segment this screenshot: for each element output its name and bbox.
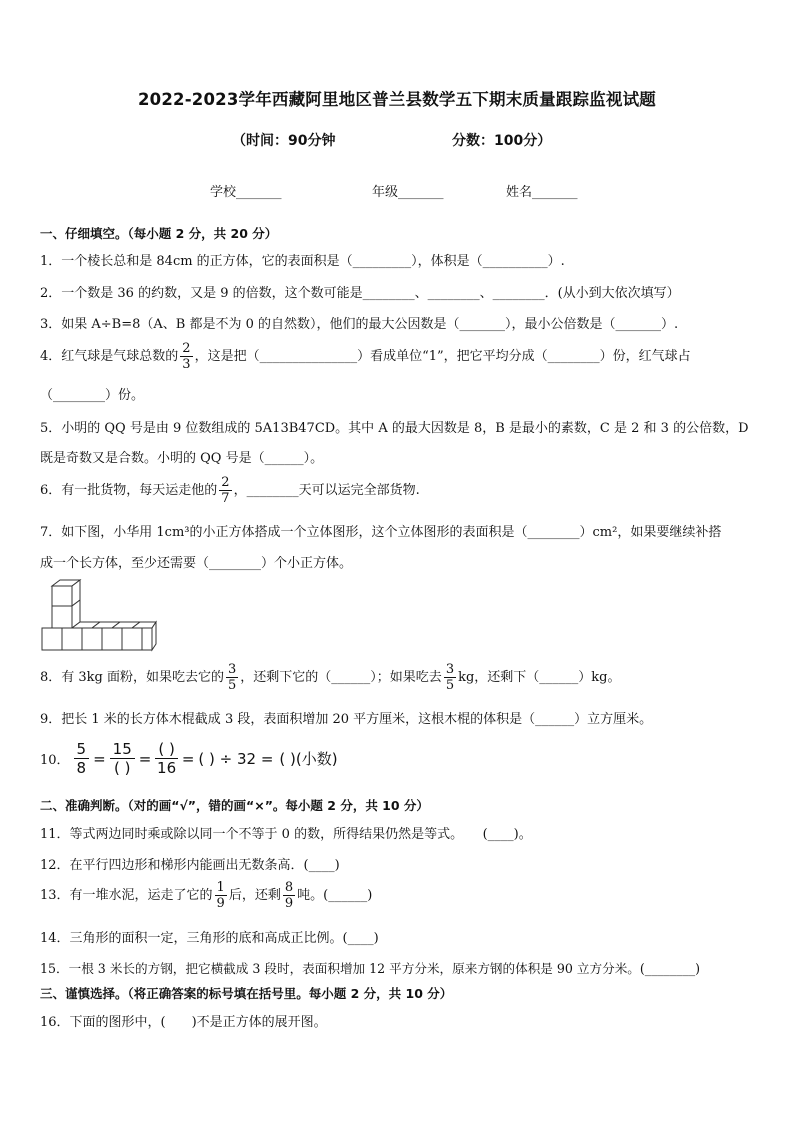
q10-f2-numerator: 15 [110, 740, 135, 759]
q10-fraction-2 [110, 740, 135, 777]
q13-denominator-1: 9 [216, 896, 225, 911]
q10-fraction-1 [74, 740, 90, 777]
q4-fraction [180, 341, 192, 372]
q10-f1-denominator: 8 [76, 759, 87, 777]
question-8 [40, 662, 621, 693]
q6-fraction [219, 475, 231, 506]
q8-fraction-1 [226, 662, 238, 693]
q10-f2-denominator: ( ) [113, 759, 131, 777]
q10-equals-2: = [138, 749, 152, 768]
question-4-cont: （________）份。 [40, 388, 145, 403]
q4-text-b: ，这是把（_______________）看成单位“1”，把它平均分成（________）份，红气球占 [194, 349, 691, 364]
question-4 [40, 341, 691, 372]
school-field: 学校_______ [210, 185, 282, 200]
question-6 [40, 475, 420, 506]
cube-stack-figure [38, 578, 158, 654]
q10-equals-1: = [93, 749, 106, 768]
q4-numerator: 2 [182, 341, 191, 356]
q8-fraction-2 [444, 662, 456, 693]
question-5-cont: 既是奇数又是合数。小明的 QQ 号是（______）。 [40, 451, 324, 466]
q8-numerator-2: 3 [445, 662, 455, 677]
name-field: 姓名_______ [506, 185, 578, 200]
page-title: 2022-2023学年西藏阿里地区普兰县数学五下期末质量跟踪监视试题 [138, 90, 656, 109]
question-7-cont: 成一个长方体，至少还需要（________）个小正方体。 [40, 556, 353, 571]
question-14: 14．三角形的面积一定，三角形的底和高成正比例。(____) [40, 931, 379, 946]
question-11: 11．等式两边同时乘或除以同一个不等于 0 的数，所得结果仍然是等式。 (____)。 [40, 827, 532, 842]
cube-front-face [52, 586, 72, 606]
q8-text-a: 8．有 3kg 面粉，如果吃去它的 [40, 670, 225, 685]
question-10 [40, 740, 338, 777]
q4-denominator: 3 [182, 357, 191, 372]
q10-f1-numerator: 5 [74, 740, 90, 759]
question-12: 12．在平行四边形和梯形内能画出无数条高．(____) [40, 858, 340, 873]
q10-decimal: ( )(小数) [279, 750, 338, 768]
question-7: 7．如下图，小华用 1cm³的小正方体搭成一个立体图形，这个立体图形的表面积是（________）cm²，如果要继续补搭 [40, 525, 722, 540]
cube-front-face [122, 628, 142, 650]
cube-front-face [102, 628, 122, 650]
q6-text-b: ，________天可以运完全部货物. [233, 483, 420, 498]
q6-denominator: 7 [221, 491, 230, 506]
question-9: 9．把长 1 米的长方体木棍截成 3 段，表面积增加 20 平方厘米，这根木棍的体积是（______）立方厘米。 [40, 712, 653, 727]
q13-denominator-2: 9 [284, 896, 294, 911]
q8-denominator-1: 5 [228, 678, 237, 693]
question-1: 1．一个棱长总和是 84cm 的正方体，它的表面积是（_________），体积是（__________）. [40, 254, 565, 269]
q8-numerator-1: 3 [228, 662, 237, 677]
cube-front-face [82, 628, 102, 650]
q6-text-a: 6．有一批货物，每天运走他的 [40, 483, 218, 498]
section-1-heading: 一、仔细填空。（每小题 2 分，共 20 分） [40, 226, 278, 241]
q13-numerator-1: 1 [216, 880, 225, 895]
q13-fraction-2 [283, 880, 295, 911]
q10-division: ( ) ÷ 32 = [198, 749, 274, 768]
q13-text-a: 13．有一堆水泥，运走了它的 [40, 888, 213, 903]
q10-f3-denominator: 16 [157, 759, 177, 777]
cube-front-face [42, 628, 62, 650]
q13-text-b: 后，还剩 [228, 888, 281, 903]
q10-fraction-3 [155, 740, 177, 777]
cube-side-face [152, 622, 156, 650]
section-3-heading: 三、谨慎选择。（将正确答案的标号填在括号里。每小题 2 分，共 10 分） [40, 986, 453, 1001]
q10-equals-3: = [181, 749, 195, 768]
question-5: 5．小明的 QQ 号是由 9 位数组成的 5A13B47CD。其中 A 的最大因数是 8，B 是最小的素数，C 是 2 和 3 的公倍数，D [40, 421, 749, 436]
cube-front-face [142, 628, 152, 650]
q6-numerator: 2 [221, 475, 230, 490]
question-3: 3．如果 A÷B=8（A、B 都是不为 0 的自然数），他们的最大公因数是（_______），最小公倍数是（_______）. [40, 317, 679, 332]
q13-fraction-1 [215, 880, 227, 911]
q8-denominator-2: 5 [445, 678, 455, 693]
q8-text-b: ，还剩下它的（______）；如果吃去 [240, 670, 442, 685]
grade-field: 年级_______ [372, 185, 444, 200]
section-2-heading: 二、准确判断。（对的画“√”，错的画“×”。每小题 2 分，共 10 分） [40, 798, 429, 813]
q10-label: 10． [40, 753, 70, 768]
exam-time: （时间：90分钟 [232, 133, 336, 149]
q13-text-c: 吨。(______) [297, 888, 373, 903]
question-16: 16．下面的图形中，( )不是正方体的展开图。 [40, 1015, 327, 1030]
question-13 [40, 880, 372, 911]
cube-front-face [62, 628, 82, 650]
question-15: 15．一根 3 米长的方钢，把它横截成 3 段时，表面积增加 12 平方分米，原来方钢的体积是 90 立方分米。(________) [40, 961, 701, 976]
q10-f3-numerator: ( ) [155, 740, 177, 759]
cube-front-face [52, 606, 72, 628]
q4-text-a: 4．红气球是气球总数的 [40, 349, 179, 364]
question-2: 2．一个数是 36 的约数，又是 9 的倍数，这个数可能是________、________、________．(从小到大依次填写） [40, 286, 680, 301]
exam-score: 分数：100分） [452, 133, 552, 149]
q13-numerator-2: 8 [284, 880, 294, 895]
q8-text-c: kg，还剩下（______）kg。 [458, 670, 621, 685]
